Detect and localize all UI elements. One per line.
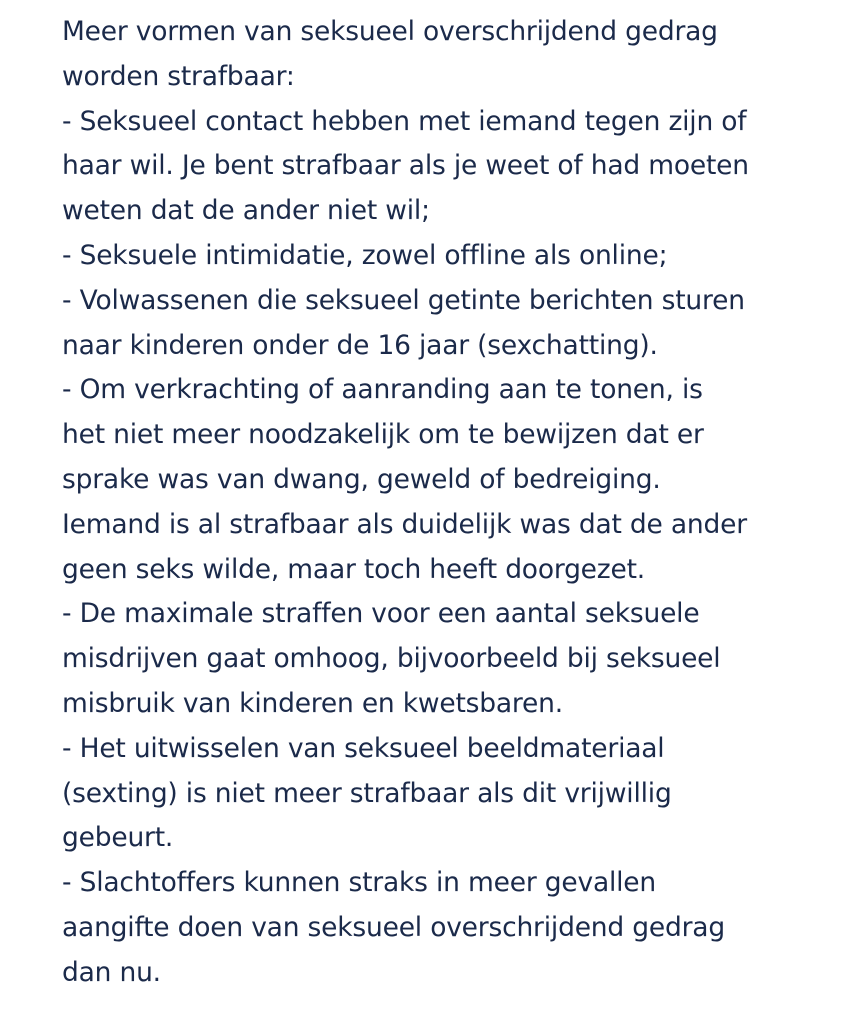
text-line: (sexting) is niet meer strafbaar als dit vrijwillig — [62, 777, 672, 809]
text-line: - De maximale straffen voor een aantal seksuele — [62, 598, 700, 630]
text-line: - Slachtoffers kunnen straks in meer gevallen — [62, 867, 657, 899]
text-line: aangifte doen van seksueel overschrijdend gedrag — [62, 911, 725, 943]
text-line: het niet meer noodzakelijk om te bewijzen dat er — [62, 419, 704, 451]
text-line: worden strafbaar: — [62, 60, 295, 92]
text-line: haar wil. Je bent strafbaar als je weet of had moeten — [62, 150, 749, 182]
text-line: - Seksuele intimidatie, zowel offline als online; — [62, 239, 668, 271]
text-line: naar kinderen onder de 16 jaar (sexchatting). — [62, 329, 658, 361]
text-line: - Seksueel contact hebben met iemand tegen zijn of — [62, 105, 747, 137]
article-body — [62, 10, 852, 996]
text-line: - Volwassenen die seksueel getinte berichten sturen — [62, 284, 745, 316]
text-line: geen seks wilde, maar toch heeft doorgezet. — [62, 553, 646, 585]
text-line: misbruik van kinderen en kwetsbaren. — [62, 687, 563, 719]
text-line: misdrijven gaat omhoog, bijvoorbeeld bij seksueel — [62, 643, 721, 675]
text-line: - Om verkrachting of aanranding aan te tonen, is — [62, 374, 703, 406]
text-line: sprake was van dwang, geweld of bedreiging. — [62, 463, 661, 495]
text-line: Meer vormen van seksueel overschrijdend gedrag — [62, 16, 718, 47]
text-line: gebeurt. — [62, 822, 174, 854]
text-line: dan nu. — [62, 956, 161, 988]
text-line: - Het uitwisselen van seksueel beeldmateriaal — [62, 732, 665, 764]
text-line: weten dat de ander niet wil; — [62, 195, 430, 227]
text-line: Iemand is al strafbaar als duidelijk was dat de ander — [62, 508, 747, 540]
